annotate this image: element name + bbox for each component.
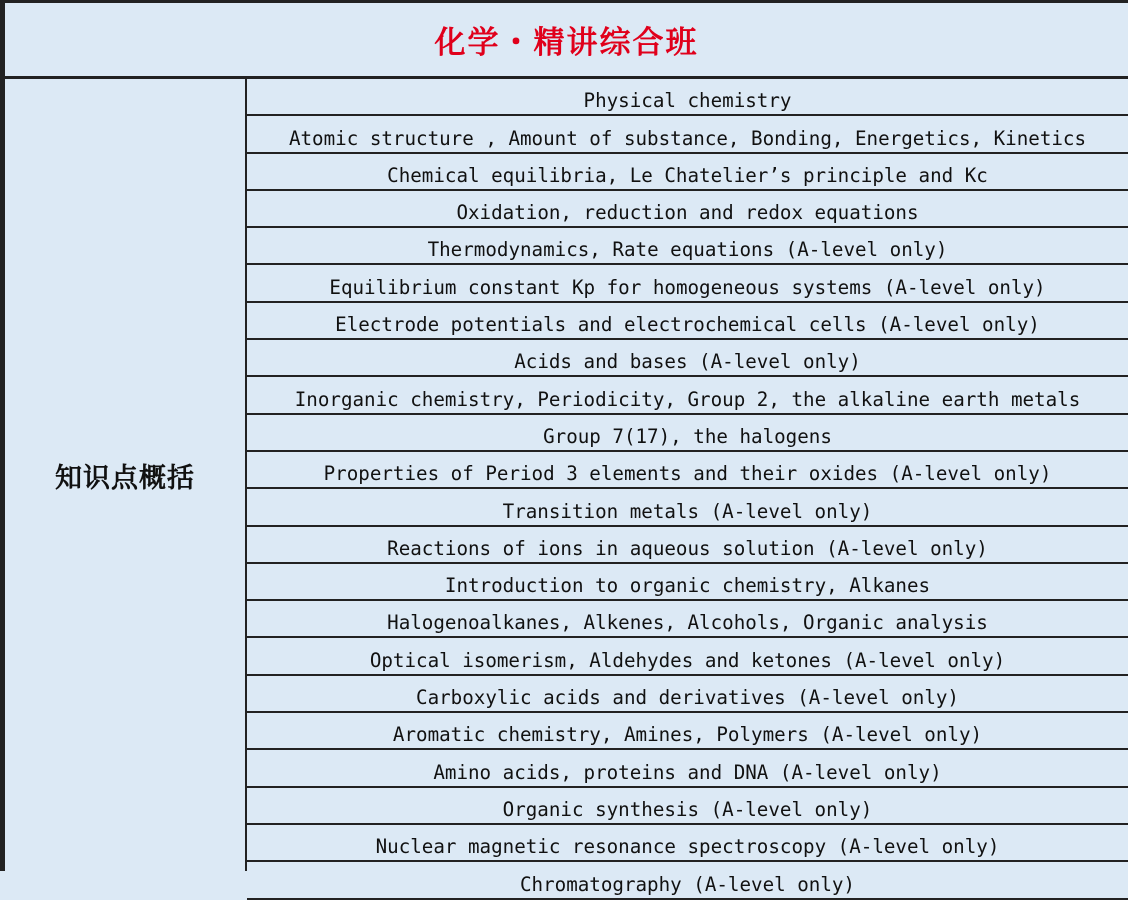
topic-text: Electrode potentials and electrochemical cells (A-level only) [335, 313, 1040, 337]
topic-text: Group 7(17), the halogens [543, 424, 832, 448]
topic-row [247, 527, 1128, 564]
topic-text: Oxidation, reduction and redox equations [456, 201, 919, 225]
topic-text: Inorganic chemistry, Periodicity, Group 2, the alkaline earth metals [294, 387, 1081, 411]
topic-row [247, 862, 1128, 899]
topic-text: Organic synthesis (A-level only) [502, 797, 873, 821]
topic-text: Chromatography (A-level only) [519, 872, 855, 896]
topic-text: Nuclear magnetic resonance spectroscopy (A-level only) [375, 835, 1000, 859]
topic-list [247, 79, 1128, 900]
topic-row [247, 191, 1128, 228]
title-row [5, 3, 1128, 79]
topic-text: Amino acids, proteins and DNA (A-level only) [433, 760, 942, 784]
topic-row [247, 713, 1128, 750]
category-label: 知识点概括 [55, 462, 195, 494]
topic-text: Equilibrium constant Kp for homogeneous systems (A-level only) [329, 275, 1046, 299]
topic-text: Carboxylic acids and derivatives (A-level only) [416, 686, 959, 710]
topic-text: Halogenoalkanes, Alkenes, Alcohols, Organic analysis [387, 611, 988, 635]
topic-row [247, 601, 1128, 638]
topic-row [247, 452, 1128, 489]
topic-text: Physical chemistry [583, 89, 792, 113]
topic-row [247, 489, 1128, 526]
topic-row [247, 154, 1128, 191]
topic-row [247, 377, 1128, 414]
topic-text: Chemical equilibria, Le Chatelier’s principle and Kc [387, 163, 988, 187]
category-cell [5, 79, 245, 871]
topic-row [247, 340, 1128, 377]
topic-row [247, 228, 1128, 265]
topic-row [247, 265, 1128, 302]
topic-row [247, 825, 1128, 862]
topic-row [247, 788, 1128, 825]
topic-row [247, 116, 1128, 153]
topic-row [247, 564, 1128, 601]
topic-text: Reactions of ions in aqueous solution (A-level only) [387, 536, 988, 560]
topic-text: Transition metals (A-level only) [502, 499, 873, 523]
topic-text: Properties of Period 3 elements and their oxides (A-level only) [323, 462, 1052, 486]
topic-row [247, 79, 1128, 116]
topic-text: Optical isomerism, Aldehydes and ketones (A-level only) [369, 648, 1006, 672]
topic-row [247, 415, 1128, 452]
topic-row [247, 303, 1128, 340]
topic-row [247, 638, 1128, 675]
page-title: 化学・精讲综合班 [434, 25, 699, 61]
topic-text: Thermodynamics, Rate equations (A-level only) [427, 238, 948, 262]
topic-text: Acids and bases (A-level only) [514, 350, 861, 374]
topic-row [247, 750, 1128, 787]
topic-row [247, 676, 1128, 713]
topic-text: Introduction to organic chemistry, Alkanes [444, 574, 931, 598]
topic-text: Atomic structure , Amount of substance, Bonding, Energetics, Kinetics [288, 126, 1087, 150]
topic-text: Aromatic chemistry, Amines, Polymers (A-level only) [392, 723, 983, 747]
